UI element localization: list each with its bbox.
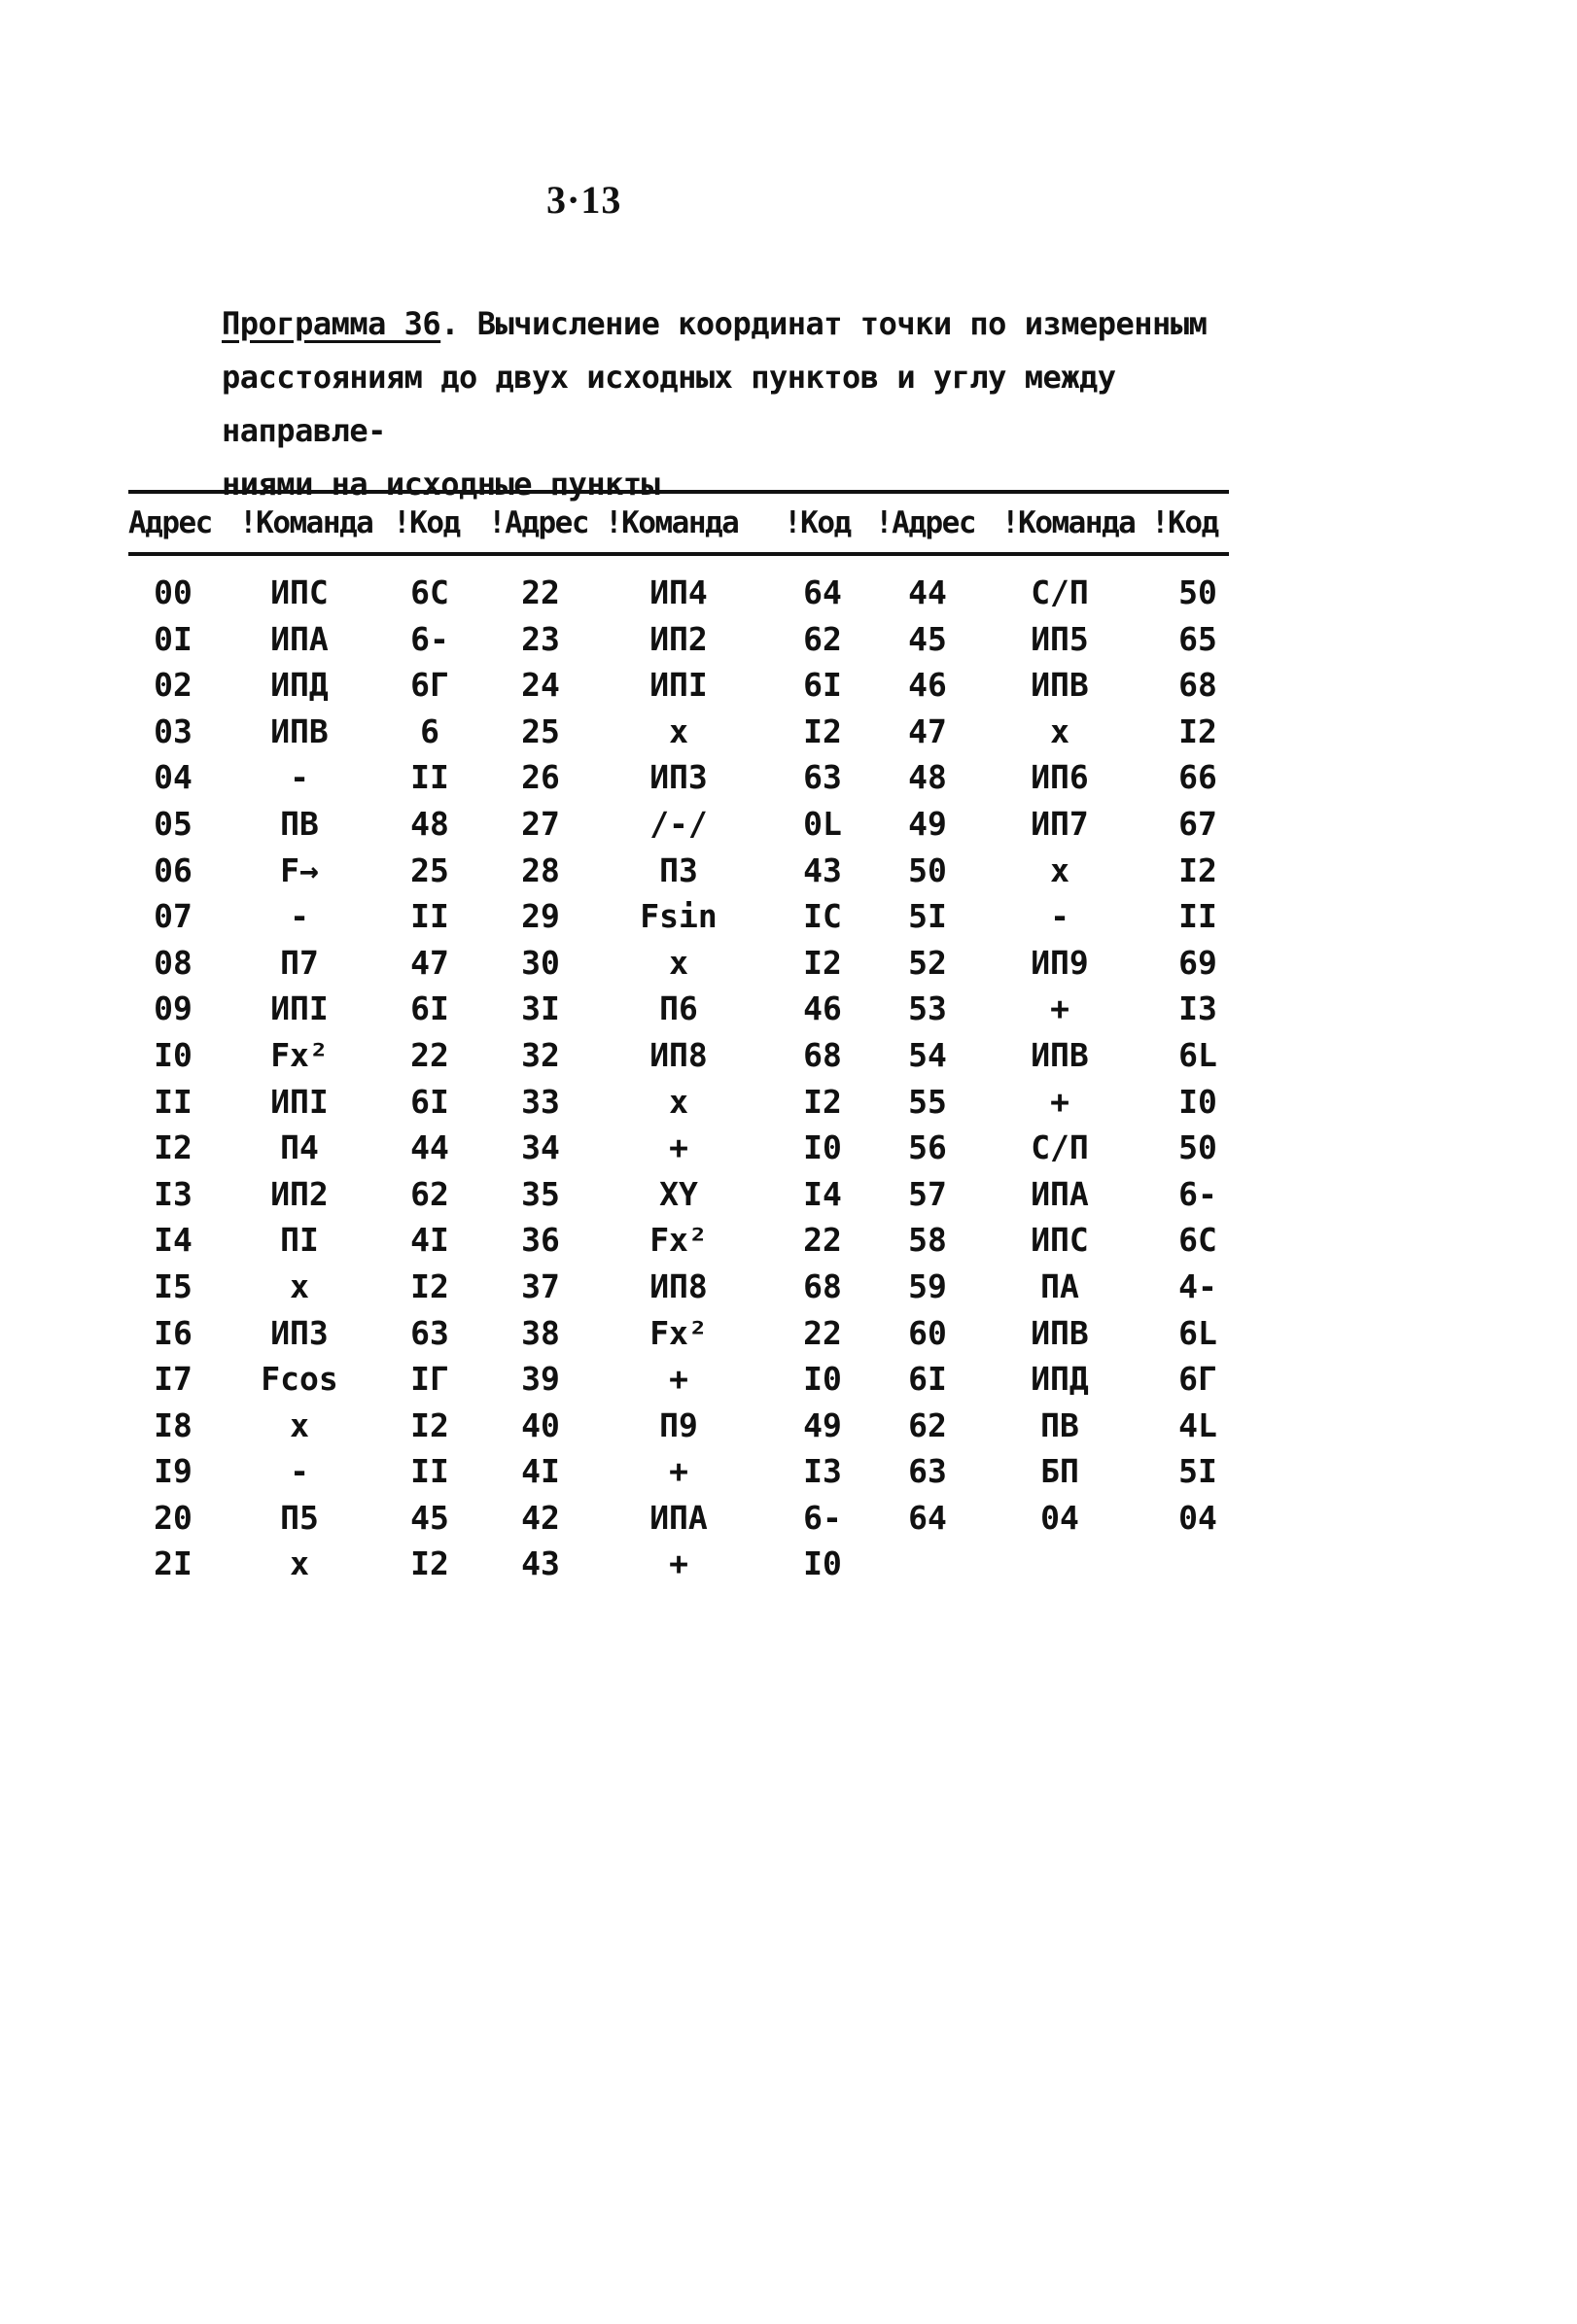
table-header	[128, 500, 1229, 548]
cell-code-2: 64	[803, 573, 842, 611]
cell-code-2: 68	[803, 1266, 842, 1305]
cell-command-1: ИПА	[270, 619, 329, 658]
cell-address-1: I5	[154, 1266, 193, 1305]
header-command-2: !Команда	[605, 505, 739, 540]
cell-address-1: 20	[154, 1498, 193, 1537]
cell-code-3: 6L	[1178, 1313, 1217, 1352]
cell-address-1: I3	[154, 1174, 193, 1213]
cell-address-3: 59	[908, 1266, 947, 1305]
cell-code-1: 6-	[410, 619, 449, 658]
cell-command-1: ИП2	[270, 1174, 329, 1213]
cell-address-3: 62	[908, 1405, 947, 1444]
cell-command-2: +	[669, 1544, 688, 1583]
table-row	[128, 618, 1229, 665]
cell-command-1: x	[290, 1266, 309, 1305]
cell-code-3: 50	[1178, 573, 1217, 611]
cell-address-3: 53	[908, 989, 947, 1028]
cell-command-1: -	[290, 1452, 309, 1491]
cell-code-2: 68	[803, 1035, 842, 1074]
cell-code-2: 22	[803, 1221, 842, 1260]
cell-command-3: ПВ	[1040, 1405, 1079, 1444]
cell-command-2: ИП3	[649, 758, 708, 797]
cell-address-3: 58	[908, 1221, 947, 1260]
cell-code-2: 22	[803, 1313, 842, 1352]
cell-address-1: I0	[154, 1035, 193, 1074]
cell-command-1: -	[290, 758, 309, 797]
heading-line-1	[222, 297, 1252, 351]
cell-command-3: +	[1050, 989, 1069, 1028]
cell-code-1: 6I	[410, 1082, 449, 1121]
cell-address-2: 26	[521, 758, 560, 797]
cell-code-1: 47	[410, 943, 449, 982]
cell-code-2: I4	[803, 1174, 842, 1213]
cell-address-3: 60	[908, 1313, 947, 1352]
cell-address-1: 07	[154, 897, 193, 936]
heading-line-2: расстояниям до двух исходных пунктов и углу между направле-	[222, 359, 1116, 449]
table-row	[128, 1543, 1229, 1589]
cell-code-3: 68	[1178, 666, 1217, 705]
cell-code-2: I2	[803, 943, 842, 982]
cell-address-2: 43	[521, 1544, 560, 1583]
table-row	[128, 1497, 1229, 1544]
table-row	[128, 942, 1229, 989]
cell-code-1: I2	[410, 1266, 449, 1305]
table-top-rule	[128, 490, 1229, 494]
header-code-2: !Код	[784, 505, 851, 540]
cell-command-3: ПА	[1040, 1266, 1079, 1305]
cell-command-3: ИПС	[1031, 1221, 1089, 1260]
cell-code-1: 25	[410, 850, 449, 889]
table-row	[128, 572, 1229, 618]
cell-code-3: 4-	[1178, 1266, 1217, 1305]
cell-code-1: 48	[410, 804, 449, 843]
header-address-2: !Адрес	[488, 505, 588, 540]
table-row	[128, 1358, 1229, 1405]
page-number: 3·13	[546, 178, 622, 222]
table-row	[128, 1173, 1229, 1220]
table-row	[128, 1081, 1229, 1127]
heading-line-3: ниями на исходные пункты	[222, 466, 660, 503]
cell-address-2: 38	[521, 1313, 560, 1352]
cell-code-2: 63	[803, 758, 842, 797]
table-row	[128, 895, 1229, 942]
cell-command-2: ИПI	[649, 666, 708, 705]
cell-command-3: С/П	[1031, 1128, 1089, 1167]
table-row	[128, 756, 1229, 803]
cell-address-1: I9	[154, 1452, 193, 1491]
cell-code-2: I0	[803, 1360, 842, 1399]
cell-address-2: 3I	[521, 989, 560, 1028]
cell-address-3: 6I	[908, 1360, 947, 1399]
cell-code-1: 44	[410, 1128, 449, 1167]
cell-command-3: 04	[1040, 1498, 1079, 1537]
cell-command-1: П5	[280, 1498, 319, 1537]
cell-command-3: ИП9	[1031, 943, 1089, 982]
cell-address-2: 24	[521, 666, 560, 705]
cell-address-2: 29	[521, 897, 560, 936]
cell-address-1: 04	[154, 758, 193, 797]
cell-address-1: I6	[154, 1313, 193, 1352]
cell-command-1: Fcos	[261, 1360, 338, 1399]
heading-line-1-text: . Вычисление координат точки по измеренным	[440, 305, 1208, 342]
cell-code-3: I0	[1178, 1082, 1217, 1121]
cell-code-3: I3	[1178, 989, 1217, 1028]
header-code-3: !Код	[1151, 505, 1218, 540]
cell-code-3: 66	[1178, 758, 1217, 797]
cell-code-3: 6Г	[1178, 1360, 1217, 1399]
cell-code-1: I2	[410, 1544, 449, 1583]
table-row	[128, 988, 1229, 1034]
cell-address-3: 44	[908, 573, 947, 611]
cell-address-2: 42	[521, 1498, 560, 1537]
cell-address-1: 05	[154, 804, 193, 843]
cell-command-2: ИП4	[649, 573, 708, 611]
table-row	[128, 1034, 1229, 1081]
header-command-3: !Команда	[1001, 505, 1136, 540]
cell-code-2: I3	[803, 1452, 842, 1491]
cell-command-3: ИПВ	[1031, 1035, 1089, 1074]
cell-code-1: 63	[410, 1313, 449, 1352]
cell-address-2: 36	[521, 1221, 560, 1260]
cell-code-3: 69	[1178, 943, 1217, 982]
program-label: Программа 36	[222, 305, 441, 342]
cell-command-2: x	[669, 711, 688, 750]
cell-address-3: 52	[908, 943, 947, 982]
cell-address-1: II	[154, 1082, 193, 1121]
cell-command-1: Fx²	[270, 1035, 329, 1074]
table-row	[128, 1127, 1229, 1173]
cell-address-3: 47	[908, 711, 947, 750]
cell-command-2: П3	[659, 850, 698, 889]
cell-command-3: БП	[1040, 1452, 1079, 1491]
cell-command-1: F→	[280, 850, 319, 889]
cell-code-3: 6-	[1178, 1174, 1217, 1213]
cell-command-2: П6	[659, 989, 698, 1028]
table-header-rule	[128, 552, 1229, 556]
cell-code-3: 6С	[1178, 1221, 1217, 1260]
cell-code-1: 22	[410, 1035, 449, 1074]
table-row	[128, 1450, 1229, 1497]
cell-code-3: 6L	[1178, 1035, 1217, 1074]
cell-address-2: 33	[521, 1082, 560, 1121]
cell-code-3: 50	[1178, 1128, 1217, 1167]
cell-command-1: ИП3	[270, 1313, 329, 1352]
cell-command-2: x	[669, 1082, 688, 1121]
cell-address-2: 34	[521, 1128, 560, 1167]
cell-address-3: 57	[908, 1174, 947, 1213]
cell-command-3: ИПД	[1031, 1360, 1089, 1399]
cell-code-3: I2	[1178, 850, 1217, 889]
program-table	[128, 572, 1229, 1589]
cell-code-3: 65	[1178, 619, 1217, 658]
cell-command-3: -	[1050, 897, 1069, 936]
cell-address-1: 02	[154, 666, 193, 705]
cell-code-2: 6I	[803, 666, 842, 705]
cell-command-1: ИПВ	[270, 711, 329, 750]
cell-command-3: x	[1050, 850, 1069, 889]
cell-command-3: ИП7	[1031, 804, 1089, 843]
cell-address-3: 5I	[908, 897, 947, 936]
cell-address-3: 54	[908, 1035, 947, 1074]
cell-address-3: 46	[908, 666, 947, 705]
cell-command-1: ПI	[280, 1221, 319, 1260]
cell-command-1: ИПI	[270, 1082, 329, 1121]
header-command-1: !Команда	[239, 505, 373, 540]
table-row	[128, 711, 1229, 757]
cell-command-1: П4	[280, 1128, 319, 1167]
cell-address-3: 55	[908, 1082, 947, 1121]
cell-code-1: 6С	[410, 573, 449, 611]
cell-code-3: II	[1178, 897, 1217, 936]
cell-command-3: ИПВ	[1031, 1313, 1089, 1352]
cell-code-2: I0	[803, 1128, 842, 1167]
cell-command-3: ИП5	[1031, 619, 1089, 658]
cell-address-3: 56	[908, 1128, 947, 1167]
cell-code-2: I0	[803, 1544, 842, 1583]
cell-command-2: Fx²	[649, 1221, 708, 1260]
cell-command-1: П7	[280, 943, 319, 982]
cell-command-1: ИПС	[270, 573, 329, 611]
cell-command-1: ПВ	[280, 804, 319, 843]
cell-code-1: II	[410, 897, 449, 936]
cell-code-2: 49	[803, 1405, 842, 1444]
cell-command-3: ИП6	[1031, 758, 1089, 797]
cell-address-1: 08	[154, 943, 193, 982]
cell-command-1: x	[290, 1405, 309, 1444]
cell-code-3: 5I	[1178, 1452, 1217, 1491]
cell-code-2: 6-	[803, 1498, 842, 1537]
cell-command-3: ИПВ	[1031, 666, 1089, 705]
cell-address-3: 45	[908, 619, 947, 658]
cell-address-1: I7	[154, 1360, 193, 1399]
table-row	[128, 664, 1229, 711]
cell-code-1: II	[410, 758, 449, 797]
cell-command-2: x	[669, 943, 688, 982]
cell-command-2: П9	[659, 1405, 698, 1444]
cell-address-1: I4	[154, 1221, 193, 1260]
cell-address-3: 48	[908, 758, 947, 797]
cell-address-3: 64	[908, 1498, 947, 1537]
cell-code-2: I2	[803, 711, 842, 750]
header-address-1: Адрес	[128, 505, 212, 540]
cell-code-3: 67	[1178, 804, 1217, 843]
cell-command-3: С/П	[1031, 573, 1089, 611]
cell-address-1: I2	[154, 1128, 193, 1167]
cell-code-2: IC	[803, 897, 842, 936]
cell-command-1: ИПД	[270, 666, 329, 705]
cell-address-2: 25	[521, 711, 560, 750]
table-row	[128, 1312, 1229, 1359]
cell-code-1: 4I	[410, 1221, 449, 1260]
cell-code-1: 6Г	[410, 666, 449, 705]
cell-command-3: +	[1050, 1082, 1069, 1121]
cell-address-1: 06	[154, 850, 193, 889]
cell-address-1: 2I	[154, 1544, 193, 1583]
cell-command-2: Fsin	[640, 897, 718, 936]
cell-code-3: I2	[1178, 711, 1217, 750]
cell-code-1: 45	[410, 1498, 449, 1537]
program-heading	[222, 297, 1252, 511]
cell-command-2: /-/	[649, 804, 708, 843]
cell-address-3: 50	[908, 850, 947, 889]
cell-code-3: 04	[1178, 1498, 1217, 1537]
cell-command-2: +	[669, 1360, 688, 1399]
cell-address-2: 32	[521, 1035, 560, 1074]
cell-address-2: 37	[521, 1266, 560, 1305]
cell-command-2: ИП8	[649, 1035, 708, 1074]
cell-address-1: 09	[154, 989, 193, 1028]
cell-address-1: 0I	[154, 619, 193, 658]
cell-address-2: 4I	[521, 1452, 560, 1491]
cell-address-2: 39	[521, 1360, 560, 1399]
cell-address-1: I8	[154, 1405, 193, 1444]
cell-command-2: ИП8	[649, 1266, 708, 1305]
cell-code-1: 62	[410, 1174, 449, 1213]
cell-address-3: 63	[908, 1452, 947, 1491]
cell-address-2: 28	[521, 850, 560, 889]
table-row	[128, 803, 1229, 850]
cell-command-1: -	[290, 897, 309, 936]
cell-address-2: 30	[521, 943, 560, 982]
cell-code-2: 0L	[803, 804, 842, 843]
cell-address-2: 22	[521, 573, 560, 611]
cell-command-3: x	[1050, 711, 1069, 750]
cell-code-1: II	[410, 1452, 449, 1491]
cell-code-2: 46	[803, 989, 842, 1028]
cell-code-1: I2	[410, 1405, 449, 1444]
cell-command-1: x	[290, 1544, 309, 1583]
cell-command-1: ИПI	[270, 989, 329, 1028]
cell-code-3: 4L	[1178, 1405, 1217, 1444]
header-address-3: !Адрес	[875, 505, 975, 540]
cell-code-1: IГ	[410, 1360, 449, 1399]
cell-code-2: I2	[803, 1082, 842, 1121]
cell-address-1: 03	[154, 711, 193, 750]
cell-code-1: 6	[420, 711, 439, 750]
table-row	[128, 1266, 1229, 1312]
cell-command-3: ИПА	[1031, 1174, 1089, 1213]
cell-address-3: 49	[908, 804, 947, 843]
cell-address-2: 27	[521, 804, 560, 843]
cell-command-2: Fx²	[649, 1313, 708, 1352]
table-row	[128, 1405, 1229, 1451]
header-code-1: !Код	[393, 505, 460, 540]
cell-address-2: 23	[521, 619, 560, 658]
cell-address-1: 00	[154, 573, 193, 611]
cell-command-2: +	[669, 1128, 688, 1167]
cell-address-2: 35	[521, 1174, 560, 1213]
cell-address-2: 40	[521, 1405, 560, 1444]
cell-command-2: ИП2	[649, 619, 708, 658]
cell-command-2: XY	[659, 1174, 698, 1213]
cell-code-2: 43	[803, 850, 842, 889]
cell-command-2: +	[669, 1452, 688, 1491]
cell-command-2: ИПА	[649, 1498, 708, 1537]
cell-code-2: 62	[803, 619, 842, 658]
table-row	[128, 1219, 1229, 1266]
table-row	[128, 850, 1229, 896]
cell-code-1: 6I	[410, 989, 449, 1028]
